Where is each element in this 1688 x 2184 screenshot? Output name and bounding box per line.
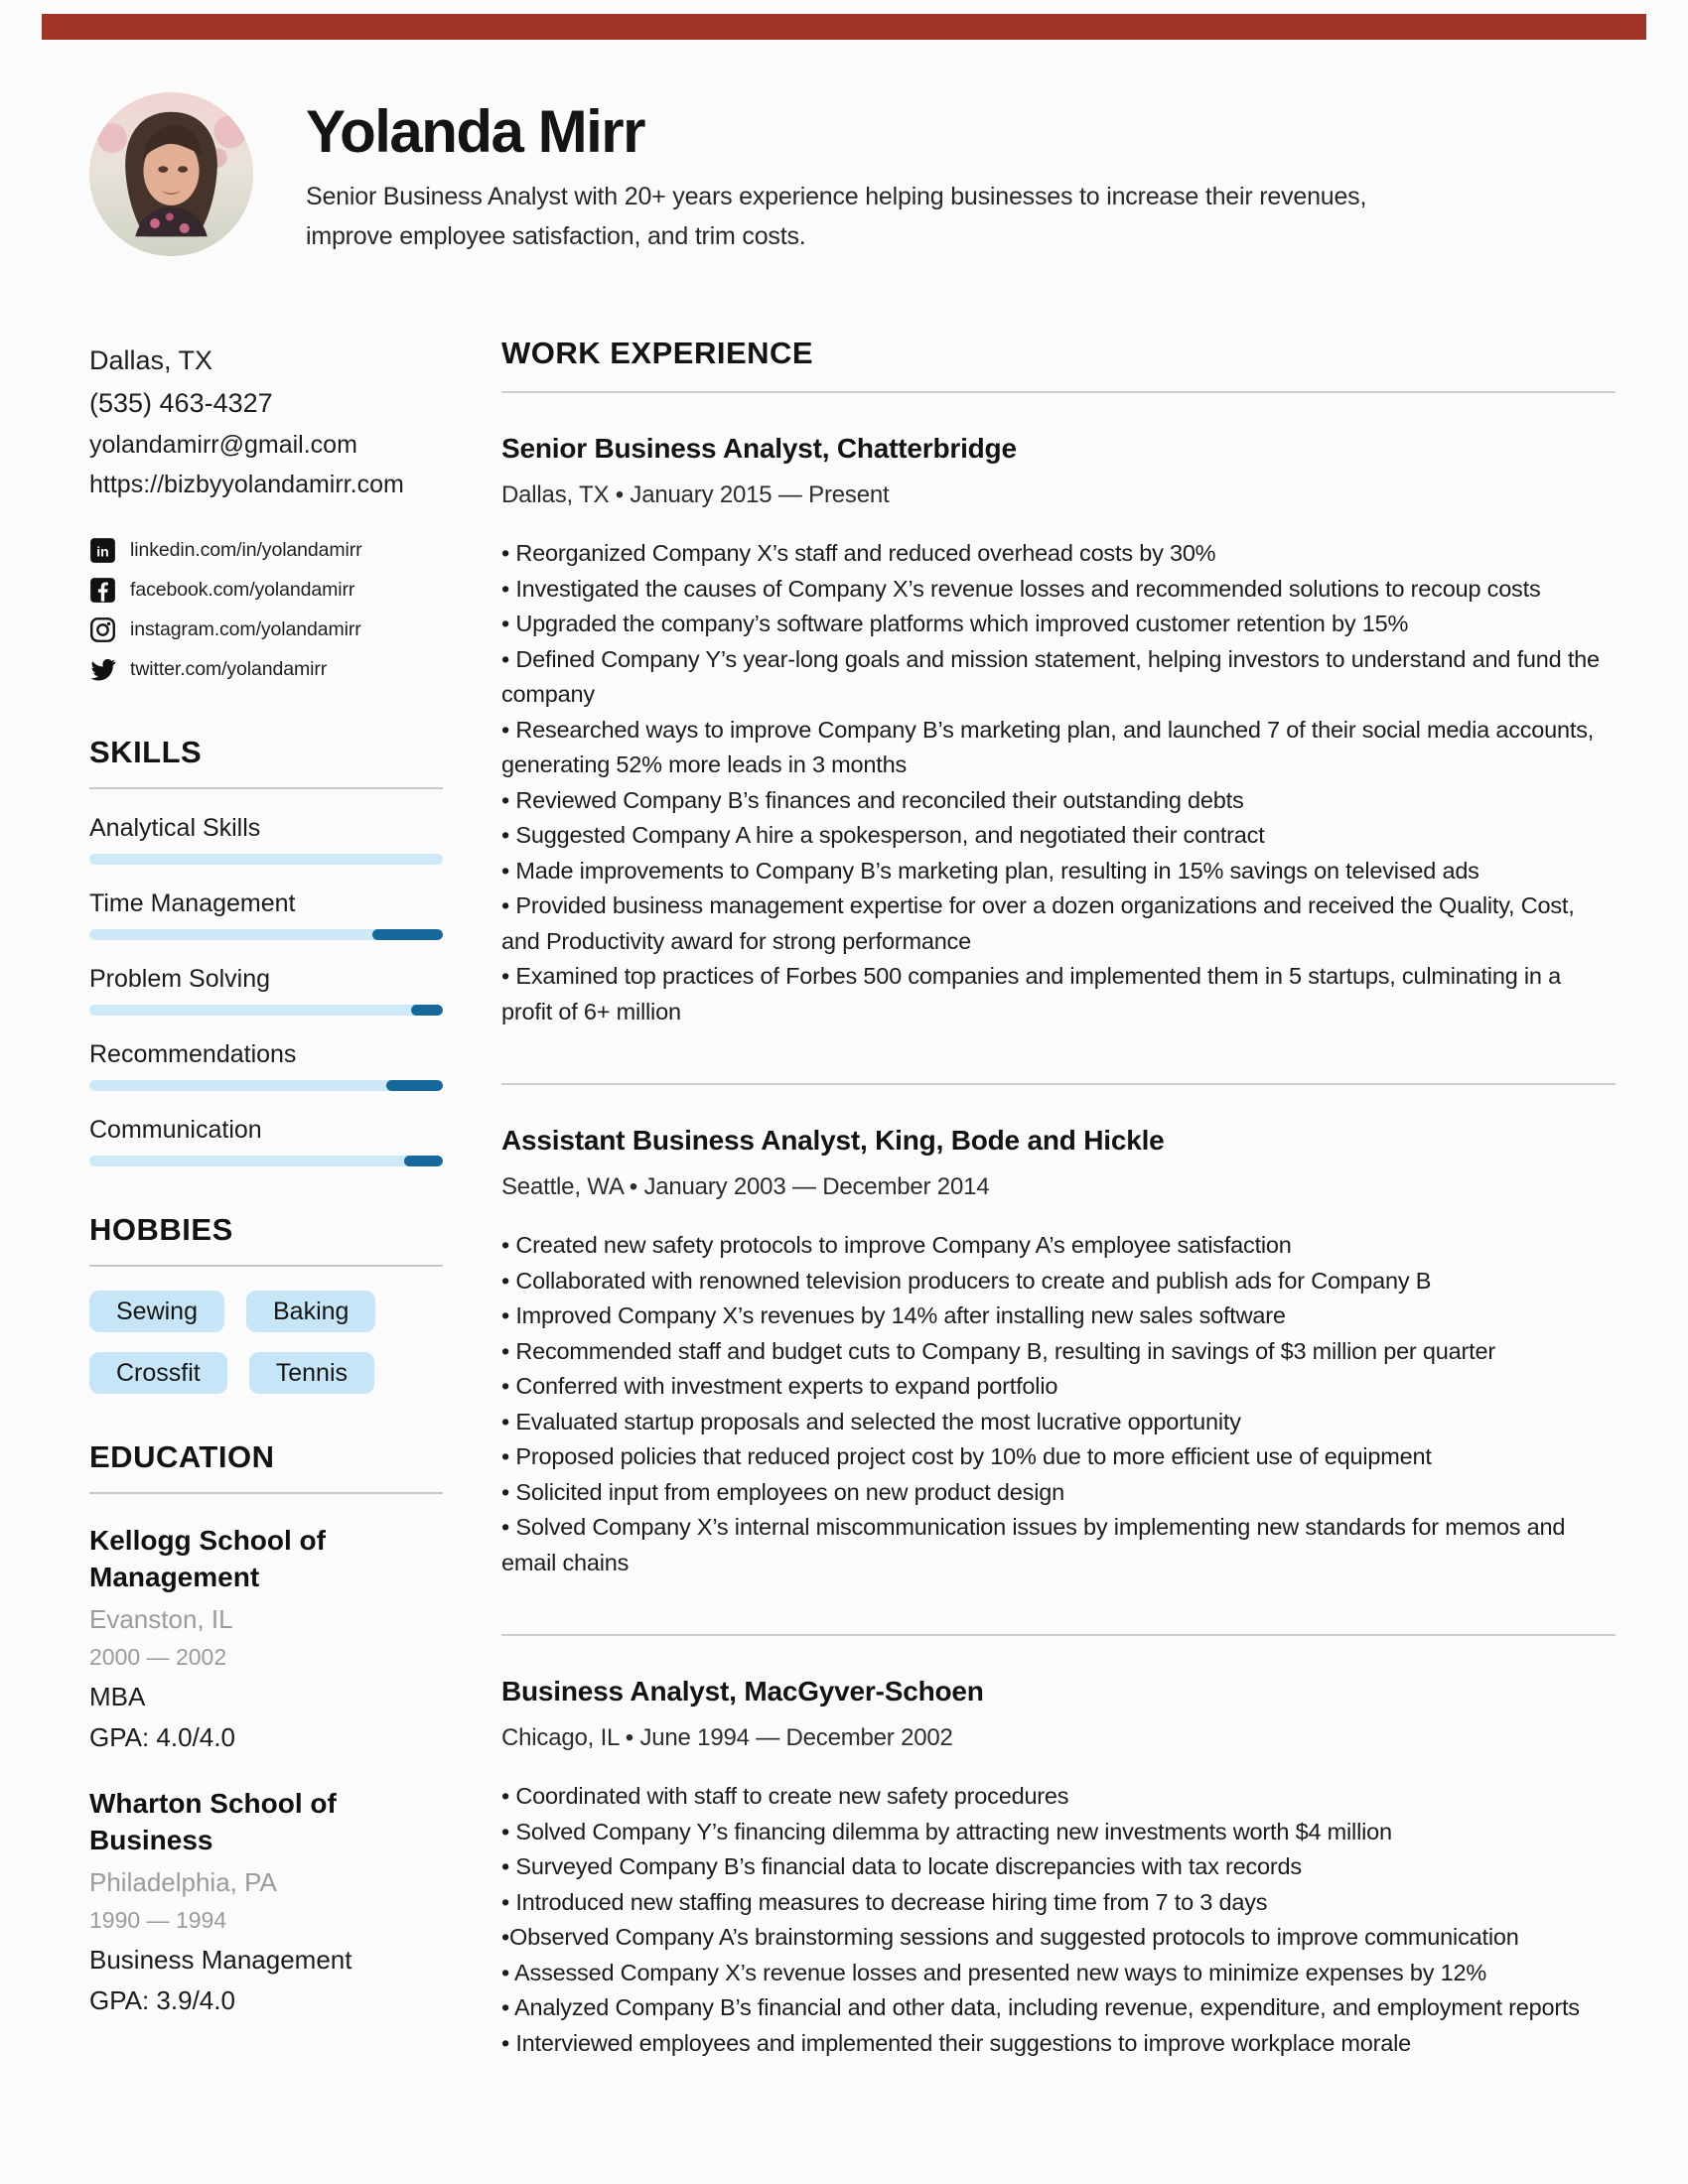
job-bullet: • Evaluated startup proposals and selected the most lucrative opportunity — [501, 1408, 1241, 1434]
education-degree: MBA — [89, 1682, 146, 1711]
contact-phone: (535) 463-4327 — [89, 388, 273, 418]
education-location: Philadelphia, PA — [89, 1867, 277, 1897]
social-link-linkedin[interactable] — [89, 530, 443, 570]
education-list — [89, 1522, 443, 2016]
job-bullet: • Assessed Company X’s revenue losses and presented new ways to minimize expenses by 12% — [501, 1959, 1487, 1985]
skill-progress-remainder — [411, 1005, 443, 1016]
job-bullet: • Solved Company Y’s financing dilemma by attracting new investments worth $4 million — [501, 1818, 1392, 1844]
hobby-chip: Tennis — [249, 1352, 374, 1394]
twitter-icon — [89, 656, 116, 683]
job-bullet: • Investigated the causes of Company X’s revenue losses and recommended solutions to recoup costs — [501, 575, 1541, 602]
education-degree: Business Management — [89, 1945, 352, 1975]
skill-item — [89, 1040, 443, 1091]
education-gpa: GPA: 3.9/4.0 — [89, 1985, 235, 2015]
hobbies-list — [89, 1291, 443, 1394]
skill-progress-bar — [89, 1080, 443, 1091]
svg-text:in: in — [96, 543, 109, 560]
linkedin-icon — [89, 537, 116, 564]
skill-label: Time Management — [89, 889, 296, 917]
skill-item — [89, 965, 443, 1016]
job-entry — [501, 1125, 1616, 1580]
social-link-label: twitter.com/yolandamirr — [130, 657, 328, 680]
job-location-dates: Dallas, TX • January 2015 — Present — [501, 481, 890, 508]
job-bullet: • Provided business management expertise for over a dozen organizations and received the Quality, Cost, and Productivity award for strong performance — [501, 892, 1575, 954]
hobby-chip: Baking — [246, 1291, 375, 1332]
work-experience-section-title: WORK EXPERIENCE — [501, 336, 814, 370]
hobby-chip: Crossfit — [89, 1352, 227, 1394]
education-section-title: EDUCATION — [89, 1439, 275, 1474]
section-divider — [89, 787, 443, 789]
skill-item — [89, 814, 443, 865]
top-accent-bar — [42, 14, 1646, 40]
job-bullet: • Suggested Company A hire a spokesperson, and negotiated their contract — [501, 822, 1265, 848]
skill-progress-remainder — [372, 929, 443, 940]
education-location: Evanston, IL — [89, 1604, 233, 1634]
job-bullet: • Defined Company Y’s year-long goals and mission statement, helping investors to understand and fund the company — [501, 645, 1600, 707]
job-bullet-list — [501, 1228, 1616, 1580]
social-link-label: instagram.com/yolandamirr — [130, 617, 361, 640]
skill-progress-bar — [89, 929, 443, 940]
education-entry — [89, 1785, 443, 2016]
profile-summary: Senior Business Analyst with 20+ years experience helping businesses to increase their revenues, improve employee satisfaction, and trim costs. — [306, 183, 1367, 250]
job-bullet: • Made improvements to Company B’s marketing plan, resulting in 15% savings on televised ads — [501, 857, 1479, 884]
contact-email-link[interactable]: yolandamirr@gmail.com — [89, 431, 357, 459]
job-bullet: • Created new safety protocols to improve Company A’s employee satisfaction — [501, 1232, 1292, 1258]
contact-location: Dallas, TX — [89, 345, 213, 375]
skill-progress-remainder — [404, 1156, 443, 1166]
skill-label: Recommendations — [89, 1040, 297, 1068]
main-column — [501, 336, 1616, 2061]
skill-label: Analytical Skills — [89, 814, 261, 842]
job-location-dates: Chicago, IL • June 1994 — December 2002 — [501, 1724, 953, 1751]
job-bullet: • Improved Company X’s revenues by 14% after installing new sales software — [501, 1302, 1286, 1328]
education-name: Kellogg School of Management — [89, 1525, 326, 1592]
person-name: Yolanda Mirr — [306, 98, 644, 165]
job-location-dates: Seattle, WA • January 2003 — December 2014 — [501, 1173, 990, 1200]
skill-label: Problem Solving — [89, 965, 271, 993]
profile-photo — [89, 92, 253, 256]
job-bullet-list — [501, 536, 1616, 1029]
hobbies-section-title: HOBBIES — [89, 1212, 233, 1247]
section-divider — [501, 391, 1616, 393]
education-entry — [89, 1522, 443, 1753]
job-title: Business Analyst, MacGyver-Schoen — [501, 1676, 984, 1706]
sidebar — [89, 340, 443, 2016]
skill-progress-bar — [89, 854, 443, 865]
social-link-label: linkedin.com/in/yolandamirr — [130, 538, 362, 561]
job-bullet: • Reorganized Company X’s staff and reduced overhead costs by 30% — [501, 540, 1216, 566]
job-bullet: • Introduced new staffing measures to decrease hiring time from 7 to 3 days — [501, 1888, 1268, 1915]
contact-website-link[interactable]: https://bizbyyolandamirr.com — [89, 471, 404, 498]
job-bullet: • Collaborated with renowned television producers to create and publish ads for Company B — [501, 1267, 1432, 1294]
job-bullet: • Conferred with investment experts to expand portfolio — [501, 1373, 1058, 1399]
job-entry — [501, 1676, 1616, 2061]
job-entry — [501, 433, 1616, 1029]
education-gpa: GPA: 4.0/4.0 — [89, 1722, 235, 1752]
section-divider — [89, 1265, 443, 1267]
job-bullet: • Coordinated with staff to create new safety procedures — [501, 1783, 1069, 1809]
skills-section-title: SKILLS — [89, 735, 203, 769]
social-link-label: facebook.com/yolandamirr — [130, 578, 355, 601]
job-bullet: •Observed Company A’s brainstorming sessions and suggested protocols to improve communication — [501, 1924, 1519, 1950]
job-bullet: • Upgraded the company’s software platforms which improved customer retention by 15% — [501, 611, 1409, 636]
instagram-icon — [89, 616, 116, 643]
job-bullet: • Interviewed employees and implemented their suggestions to improve workplace morale — [501, 2029, 1412, 2056]
social-links — [89, 530, 443, 689]
job-bullet: • Analyzed Company B’s financial and other data, including revenue, expenditure, and employment reports — [501, 1994, 1580, 2020]
profile-photo-illustration — [89, 92, 253, 256]
skill-item — [89, 1116, 443, 1166]
skill-label: Communication — [89, 1116, 262, 1144]
education-dates: 1990 — 1994 — [89, 1907, 227, 1933]
job-bullet: • Examined top practices of Forbes 500 companies and implemented them in 5 startups, culminating in a profit of 6+ million — [501, 963, 1561, 1024]
skill-progress-remainder — [386, 1080, 443, 1091]
job-bullet: • Reviewed Company B’s finances and reconciled their outstanding debts — [501, 786, 1244, 813]
hobby-chip: Sewing — [89, 1291, 224, 1332]
job-title: Assistant Business Analyst, King, Bode and Hickle — [501, 1125, 1165, 1156]
job-bullet: • Proposed policies that reduced project cost by 10% due to more efficient use of equipment — [501, 1443, 1432, 1469]
job-bullet: • Solicited input from employees on new product design — [501, 1478, 1064, 1505]
job-bullet: • Recommended staff and budget cuts to Company B, resulting in savings of $3 million per quarter — [501, 1337, 1495, 1364]
section-divider — [89, 1492, 443, 1494]
job-divider — [501, 1634, 1616, 1636]
skill-item — [89, 889, 443, 940]
social-link-instagram[interactable] — [89, 610, 443, 649]
education-name: Wharton School of Business — [89, 1788, 337, 1855]
social-link-facebook[interactable] — [89, 570, 443, 610]
facebook-icon — [89, 577, 116, 604]
social-link-twitter[interactable] — [89, 649, 443, 689]
skill-progress-bar — [89, 1005, 443, 1016]
education-dates: 2000 — 2002 — [89, 1644, 227, 1670]
skill-progress-bar — [89, 1156, 443, 1166]
job-divider — [501, 1083, 1616, 1085]
job-bullet: • Solved Company X’s internal miscommunication issues by implementing new standards for memos and email chains — [501, 1514, 1566, 1575]
jobs-list — [501, 433, 1616, 2061]
job-bullet: • Surveyed Company B’s financial data to locate discrepancies with tax records — [501, 1853, 1302, 1879]
skills-list — [89, 814, 443, 1166]
job-title: Senior Business Analyst, Chatterbridge — [501, 433, 1017, 464]
job-bullet: • Researched ways to improve Company B’s marketing plan, and launched 7 of their social media accounts, generating 52% more leads in 3 months — [501, 716, 1595, 777]
job-bullet-list — [501, 1779, 1616, 2061]
